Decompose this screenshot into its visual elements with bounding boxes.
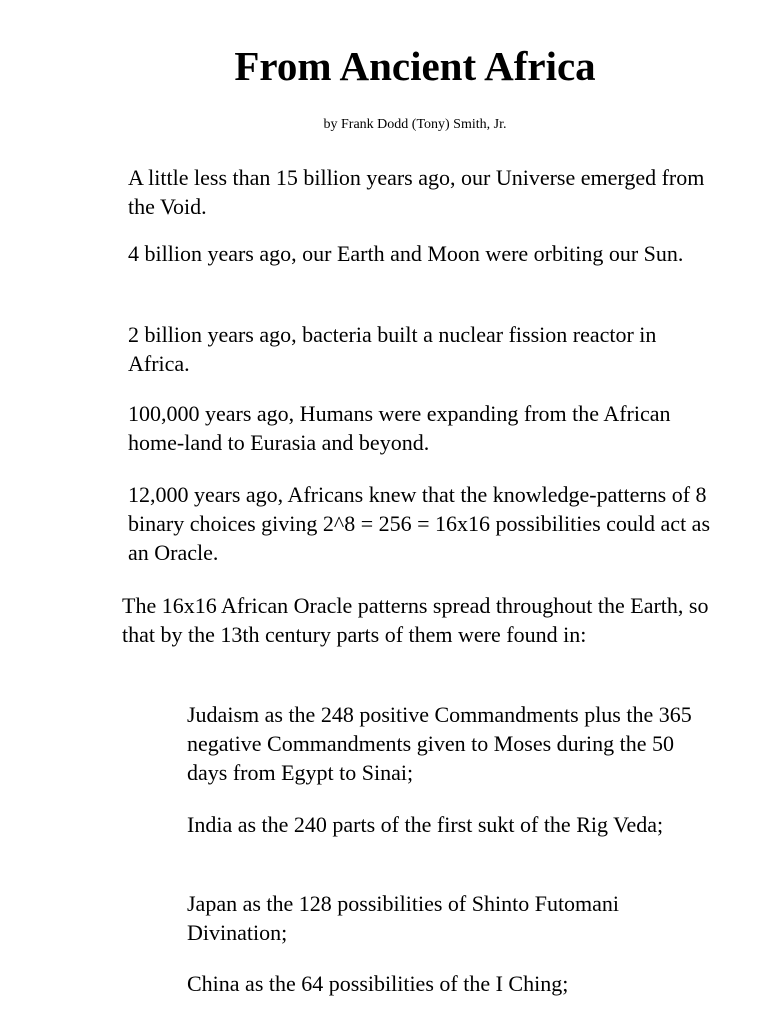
timeline-paragraph: 100,000 years ago, Humans were expanding from the African home-land to Eurasia and beyond. [128, 401, 671, 455]
oracle-list-item: China as the 64 possibilities of the I Ching; [187, 971, 569, 996]
timeline-paragraph: 2 billion years ago, bacteria built a nuclear fission reactor in Africa. [128, 322, 657, 376]
oracle-list-item: Japan as the 128 possibilities of Shinto Futomani Divination; [187, 891, 620, 945]
oracle-list-item: Judaism as the 248 positive Commandments plus the 365 negative Commandments given to Moses during the 50 days from Egypt to Sinai; [187, 702, 692, 785]
author-byline: by Frank Dodd (Tony) Smith, Jr. [323, 117, 507, 132]
timeline-paragraph: A little less than 15 billion years ago, our Universe emerged from the Void. [128, 165, 705, 219]
page-title: From Ancient Africa [234, 43, 596, 89]
oracle-list-item: India as the 240 parts of the first sukt of the Rig Veda; [187, 812, 664, 837]
oracle-intro-paragraph: The 16x16 African Oracle patterns spread throughout the Earth, so that by the 13th century parts of them were found in: [122, 593, 709, 647]
timeline-paragraph: 12,000 years ago, Africans knew that the knowledge-patterns of 8 binary choices giving 2^8 = 256 = 16x16 possibilities could act as an Oracle. [128, 482, 711, 565]
timeline-paragraph: 4 billion years ago, our Earth and Moon were orbiting our Sun. [128, 241, 684, 266]
